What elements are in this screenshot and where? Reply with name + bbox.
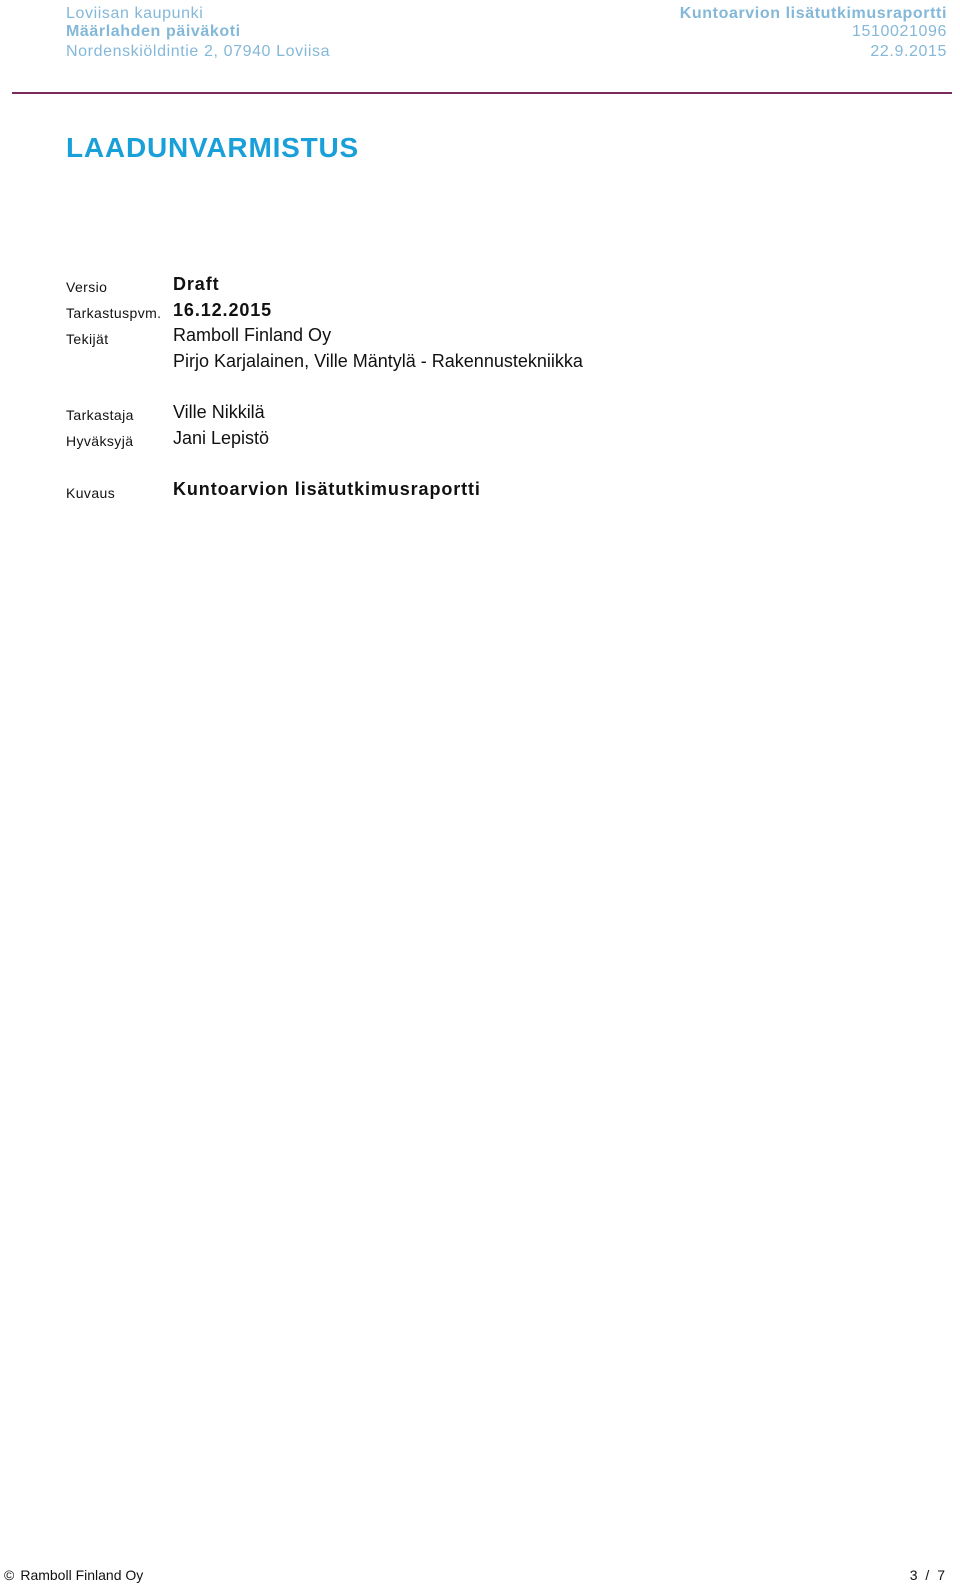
tekijat-persons: Pirjo Karjalainen, Ville Mäntylä - Rakennustekniikka — [173, 351, 583, 371]
header-project-number: 1510021096 — [852, 23, 947, 40]
tarkastaja-label: Tarkastaja — [66, 407, 134, 423]
page-footer — [4, 1566, 143, 1584]
kuvaus-value: Kuntoarvion lisätutkimusraportti — [173, 479, 481, 499]
page-number: 3 / 7 — [909, 1567, 947, 1583]
tarkastuspvm-label: Tarkastuspvm. — [66, 305, 162, 321]
kuvaus-label: Kuvaus — [66, 485, 116, 501]
versio-label: Versio — [66, 279, 108, 295]
hyvaksyja-value: Jani Lepistö — [173, 428, 270, 448]
hyvaksyja-label: Hyväksyjä — [66, 433, 134, 449]
page-title: LAADUNVARMISTUS — [66, 132, 360, 163]
footer-company: Ramboll Finland Oy — [20, 1567, 144, 1583]
header-report-title: Kuntoarvion lisätutkimusraportti — [679, 5, 947, 22]
header-client: Loviisan kaupunki — [66, 5, 204, 22]
tekijat-company: Ramboll Finland Oy — [173, 325, 332, 345]
versio-value: Draft — [173, 274, 220, 294]
tarkastaja-value: Ville Nikkilä — [173, 402, 265, 422]
tarkastuspvm-value: 16.12.2015 — [173, 300, 273, 320]
header-divider — [12, 92, 952, 94]
header-address: Nordenskiöldintie 2, 07940 Loviisa — [66, 43, 331, 60]
copyright-icon: © — [4, 1567, 15, 1583]
header-project: Määrlahden päiväkoti — [66, 23, 241, 40]
tekijat-label: Tekijät — [66, 331, 109, 347]
header-date: 22.9.2015 — [870, 43, 947, 60]
